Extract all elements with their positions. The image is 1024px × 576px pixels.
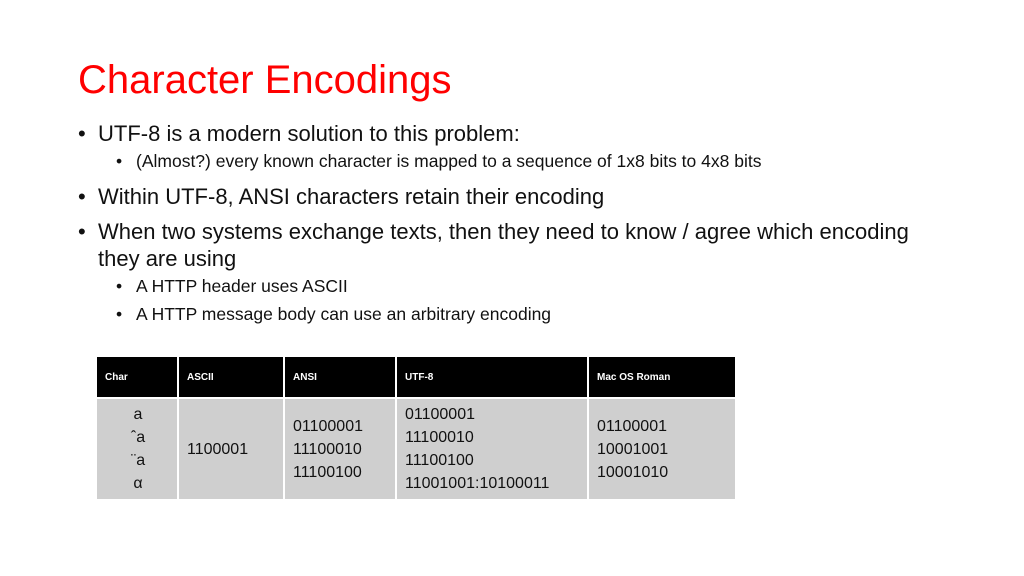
cell-chars xyxy=(97,398,178,499)
sub-bullet-mapping: • (Almost?) every known character is mapped to a sequence of 1x8 bits to 4x8 bits xyxy=(76,147,936,175)
char-value: ¨a xyxy=(130,452,146,469)
cell-ansi xyxy=(284,398,396,499)
macroman-value: 10001001 xyxy=(597,440,669,458)
encoding-table xyxy=(97,357,735,499)
cell-ascii xyxy=(178,398,284,499)
table-row xyxy=(97,398,735,499)
ansi-value: 11100100 xyxy=(293,463,362,481)
utf8-value: 11100100 xyxy=(405,452,474,469)
char-value: ˆa xyxy=(130,429,146,446)
table-header-row xyxy=(97,357,735,398)
column-header-char: Char xyxy=(97,357,178,398)
sub-bullet-http-header: • A HTTP header uses ASCII xyxy=(76,272,936,300)
ascii-value: 1100001 xyxy=(187,440,249,458)
macroman-value: 01100001 xyxy=(597,417,667,435)
ansi-value: 11100010 xyxy=(293,440,362,458)
char-value: α xyxy=(133,475,143,492)
cell-utf8 xyxy=(396,398,588,499)
utf8-value: 11100010 xyxy=(405,429,474,446)
char-value: a xyxy=(133,406,143,423)
slide-title: Character Encodings xyxy=(78,58,452,102)
column-header-utf8: UTF-8 xyxy=(396,357,588,398)
sub-bullet-http-body: • A HTTP message body can use an arbitrary encoding xyxy=(76,300,936,328)
utf8-value: 11001001:10100011 xyxy=(405,475,550,492)
bullet-utf8-solution: • UTF-8 is a modern solution to this problem: xyxy=(76,120,936,147)
column-header-ansi: ANSI xyxy=(284,357,396,398)
macroman-value: 10001010 xyxy=(597,463,669,481)
ansi-value: 01100001 xyxy=(293,417,363,435)
column-header-ascii: ASCII xyxy=(178,357,284,398)
cell-mac-os-roman xyxy=(588,398,735,499)
utf8-value: 01100001 xyxy=(405,406,475,423)
bullet-exchange-texts: • When two systems exchange texts, then they need to know / agree which encoding they are using xyxy=(76,218,936,272)
column-header-mac-os-roman: Mac OS Roman xyxy=(588,357,735,398)
bullet-ansi-retain: • Within UTF-8, ANSI characters retain their encoding xyxy=(76,183,936,210)
bullet-list xyxy=(76,120,936,328)
